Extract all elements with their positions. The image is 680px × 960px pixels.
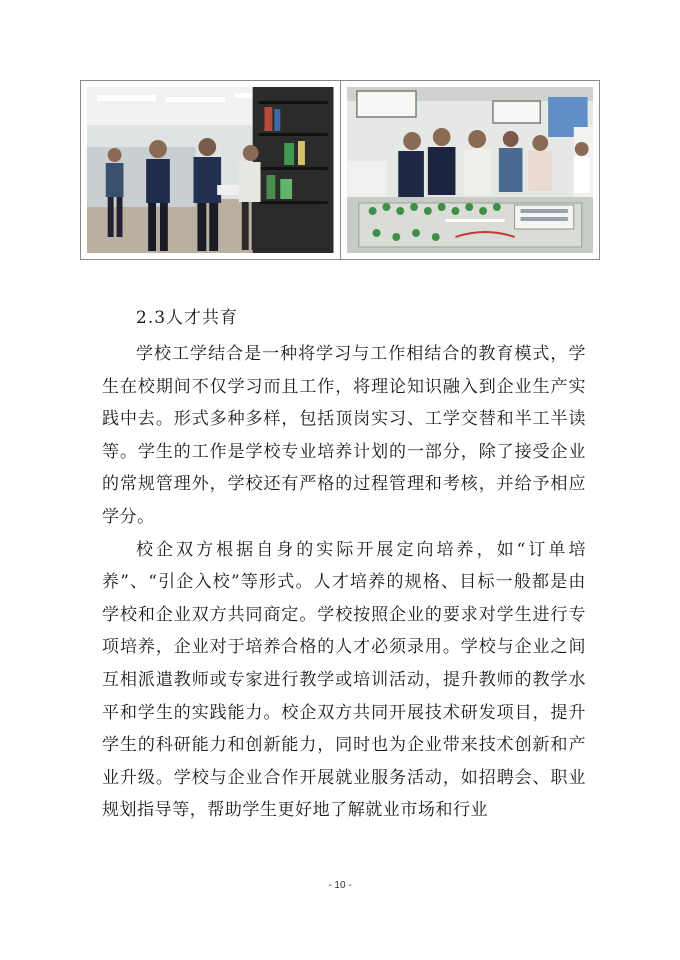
paragraph-work-study: 学校工学结合是一种将学习与工作相结合的教育模式，学生在校期间不仅学习而且工作，将理论知识融入到企业生产实践中去。形式多种多样，包括顶岗实习、工学交替和半工半读等。学生的工作是学校专业培养计划的一部分，除了接受企业的常规管理外，学校还有严格的过程管理和考核，并给予相应学分。	[102, 344, 586, 527]
body-text	[102, 338, 586, 827]
photo-library-visit	[87, 87, 334, 253]
page-number: - 10 -	[328, 880, 352, 891]
photo-strip	[80, 80, 600, 260]
photo-model-exhibit	[347, 87, 594, 253]
photo-cell-left	[81, 81, 340, 259]
section-heading: 2.3人才共育	[136, 308, 239, 328]
paragraph-joint-training: 校企双方根据自身的实际开展定向培养，如“订单培养”、“引企入校”等形式。人才培养的规格、目标一般都是由学校和企业双方共同商定。学校按照企业的要求对学生进行专项培养，企业对于培养合格的人才必须录用。学校与企业之间互相派遣教师或专家进行教学或培训活动，提升教师的教学水平和学生的实践能力。校企双方共同开展技术研发项目，提升学生的科研能力和创新能力，同时也为企业带来技术创新和产业升级。学校与企业合作开展就业服务活动，如招聘会、职业规划指导等，帮助学生更好地了解就业市场和行业	[102, 539, 586, 821]
photo-cell-right	[340, 81, 600, 259]
